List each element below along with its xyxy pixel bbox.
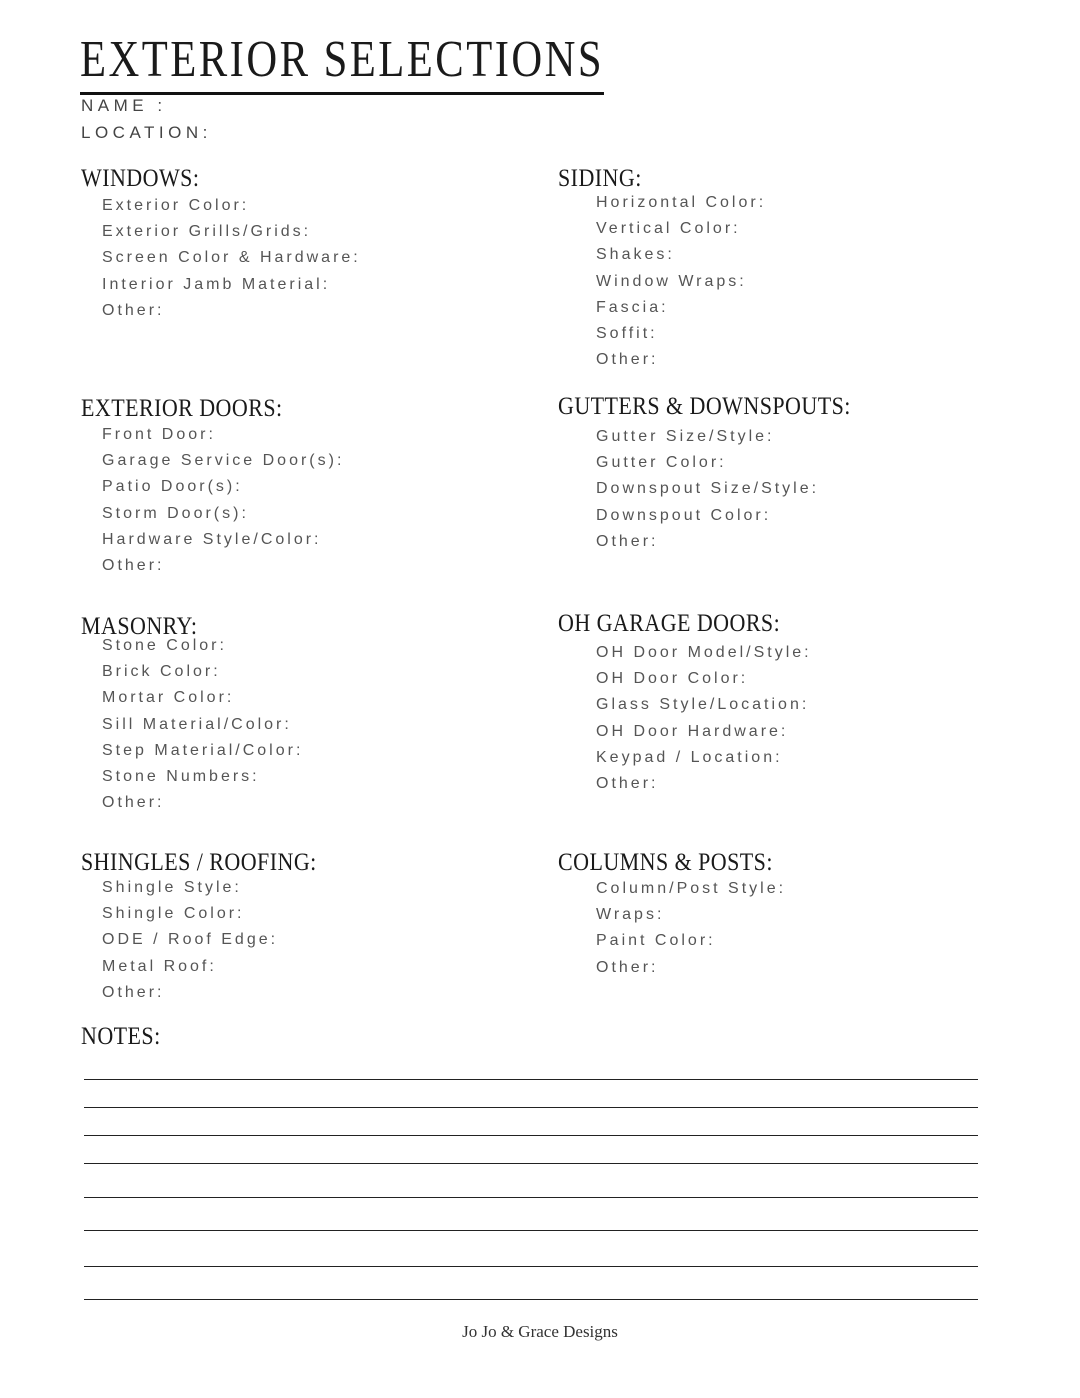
field-metal-roof[interactable]: Metal Roof: [102, 957, 217, 975]
masonry-fields [102, 633, 303, 816]
field-exterior-color[interactable]: Exterior Color: [102, 197, 250, 214]
notes-line[interactable] [84, 1079, 978, 1080]
field-step-material-color[interactable]: Step Material/Color: [102, 741, 304, 759]
field-oh-door-color[interactable]: OH Door Color: [596, 670, 749, 688]
field-siding-other[interactable]: Other: [596, 351, 659, 369]
columns-heading: COLUMNS & POSTS: [558, 849, 773, 876]
field-shingles-other[interactable]: Other: [102, 983, 165, 1001]
notes-line[interactable] [84, 1197, 978, 1198]
field-paint-color[interactable]: Paint Color: [596, 932, 716, 950]
siding-heading: SIDING: [558, 165, 642, 192]
columns-fields [596, 876, 786, 981]
field-mortar-color[interactable]: Mortar Color: [102, 689, 235, 707]
field-brick-color[interactable]: Brick Color: [102, 663, 221, 681]
field-columns-other[interactable]: Other: [596, 958, 659, 976]
field-column-post-style[interactable]: Column/Post Style: [596, 880, 787, 897]
siding-fields [596, 190, 766, 373]
field-downspout-size-style[interactable]: Downspout Size/Style: [596, 480, 820, 498]
field-sill-material-color[interactable]: Sill Material/Color: [102, 715, 292, 733]
field-interior-jamb-material[interactable]: Interior Jamb Material: [102, 275, 331, 293]
field-gutter-size-style[interactable]: Gutter Size/Style: [596, 428, 775, 445]
field-screen-color-hardware[interactable]: Screen Color & Hardware: [102, 249, 361, 267]
field-windows-other[interactable]: Other: [102, 301, 165, 319]
field-garage-service-doors[interactable]: Garage Service Door(s): [102, 452, 345, 470]
field-ode-roof-edge[interactable]: ODE / Roof Edge: [102, 931, 279, 949]
field-oh-door-hardware[interactable]: OH Door Hardware: [596, 722, 789, 740]
field-shakes[interactable]: Shakes: [596, 246, 675, 264]
field-doors-other[interactable]: Other: [102, 556, 165, 574]
gutters-heading: GUTTERS & DOWNSPOUTS: [558, 393, 851, 420]
field-storm-doors[interactable]: Storm Door(s): [102, 504, 249, 522]
field-keypad-location[interactable]: Keypad / Location: [596, 748, 783, 766]
location-field-label[interactable]: LOCATION: [81, 123, 212, 142]
notes-line[interactable] [84, 1230, 978, 1231]
garage-doors-heading: OH GARAGE DOORS: [558, 610, 781, 637]
notes-line[interactable] [84, 1163, 978, 1164]
gutters-fields [596, 424, 819, 555]
field-glass-style-location[interactable]: Glass Style/Location: [596, 696, 810, 714]
notes-heading: NOTES: [81, 1023, 161, 1050]
field-exterior-grills[interactable]: Exterior Grills/Grids: [102, 223, 312, 241]
garage-doors-fields [596, 640, 812, 797]
page-title: EXTERIOR SELECTIONS [80, 34, 604, 95]
field-downspout-color[interactable]: Downspout Color: [596, 506, 772, 524]
field-patio-doors[interactable]: Patio Door(s): [102, 478, 243, 496]
notes-line[interactable] [84, 1266, 978, 1267]
field-wraps[interactable]: Wraps: [596, 906, 665, 924]
field-vertical-color[interactable]: Vertical Color: [596, 220, 741, 238]
field-gutters-other[interactable]: Other: [596, 532, 659, 550]
field-soffit[interactable]: Soffit: [596, 324, 658, 342]
notes-line[interactable] [84, 1135, 978, 1136]
exterior-doors-heading: EXTERIOR DOORS: [81, 395, 283, 422]
field-front-door[interactable]: Front Door: [102, 426, 216, 443]
field-oh-door-model-style[interactable]: OH Door Model/Style: [596, 644, 812, 661]
footer-brand: Jo Jo & Grace Designs [462, 1322, 618, 1341]
field-stone-numbers[interactable]: Stone Numbers: [102, 767, 260, 785]
exterior-doors-fields [102, 422, 344, 579]
shingles-fields [102, 875, 278, 1006]
windows-fields [102, 193, 361, 324]
field-fascia[interactable]: Fascia: [596, 298, 669, 316]
field-garage-other[interactable]: Other: [596, 774, 659, 792]
field-masonry-other[interactable]: Other: [102, 794, 165, 812]
field-hardware-style-color[interactable]: Hardware Style/Color: [102, 530, 322, 548]
field-shingle-style[interactable]: Shingle Style: [102, 879, 242, 896]
field-window-wraps[interactable]: Window Wraps: [596, 272, 747, 290]
field-horizontal-color[interactable]: Horizontal Color: [596, 194, 767, 211]
name-field-label[interactable]: NAME : [81, 96, 167, 115]
shingles-heading: SHINGLES / ROOFING: [81, 849, 317, 876]
notes-line[interactable] [84, 1107, 978, 1108]
notes-line[interactable] [84, 1299, 978, 1300]
windows-heading: WINDOWS: [81, 165, 200, 192]
masonry-heading: MASONRY: [81, 613, 198, 640]
field-gutter-color[interactable]: Gutter Color: [596, 454, 727, 472]
field-shingle-color[interactable]: Shingle Color: [102, 905, 245, 923]
field-stone-color[interactable]: Stone Color: [102, 637, 227, 654]
